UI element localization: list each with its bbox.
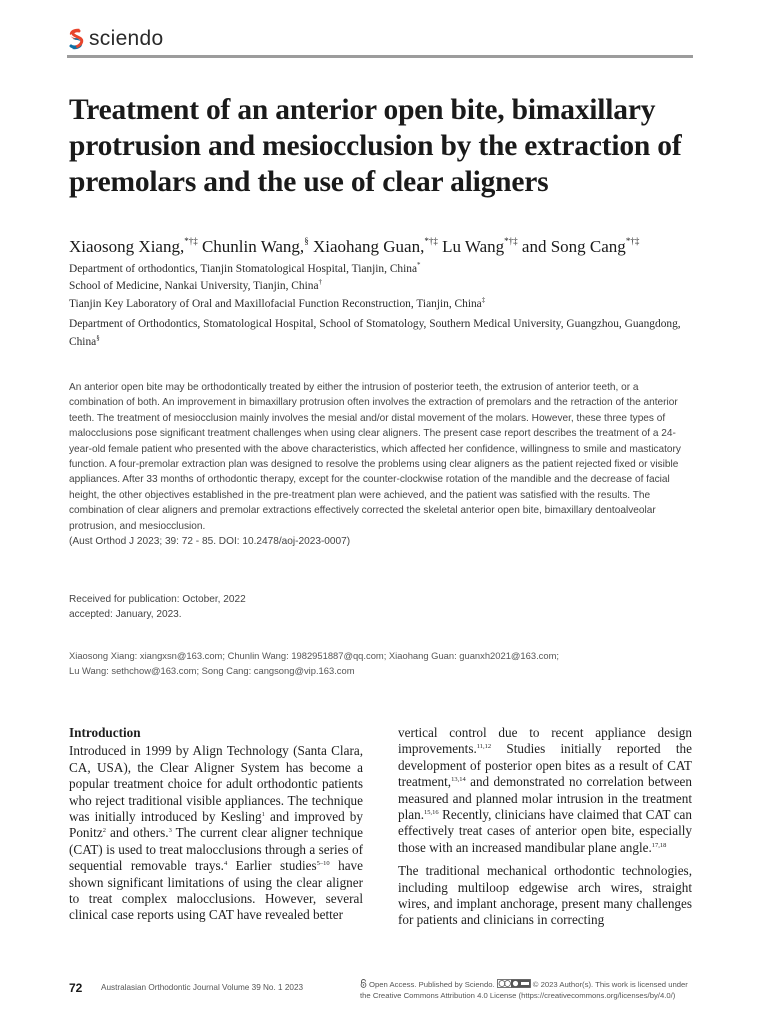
citation-ref[interactable]: 1 [261,811,265,819]
publication-dates [69,592,246,623]
section-heading-introduction: Introduction [69,725,141,740]
emails-line[interactable]: Lu Wang: sethchow@163.com; Song Cang: cangsong@vip.163.com [69,665,355,677]
body-column-right [398,725,692,936]
citation-ref[interactable]: 15,16 [424,809,439,817]
affiliation [69,277,709,295]
author-name: Chunlin Wang, [197,237,305,256]
brand-name: sciendo [89,27,164,50]
author-marks: *†‡ [625,236,640,246]
citation: (Aust Orthod J 2023; 39: 72 - 85. DOI: 10.2478/aoj-2023-0007) [69,536,351,548]
author-marks: *†‡ [424,236,438,246]
citation-ref[interactable]: 2 [102,827,106,835]
abstract [69,380,687,549]
received-date: Received for publication: October, 2022 [69,594,246,605]
author-marks: § [304,236,309,246]
body-column-left [69,725,363,931]
affiliation-text: School of Medicine, Nankai University, Tianjin, China [69,280,319,292]
abstract-text: An anterior open bite may be orthodontically treated by either the intrusion of posterior teeth, the extrusion of anterior teeth, or a combination of both. An improvement in bimaxillary protrusion often involves the extraction of premolars and the retraction of the anterior teeth. The treatment of mesiocclusion mainly involves the mesial and/or distal movement of the molars. However, these three types of malocclusions pose significant treatment challenges when using clear aligners. The present case report describes the treatment of a 24-year-old female patient who presented with the above characteristics, which affected her confidence, willingness to smile and masticatory function. A four-premolar extraction plan was designed to resolve the problems using clear aligners as the patient rejected fixed or visible appliances. After 33 months of orthodontic therapy, except for the counter-clockwise rotation of the mandible and the decrease of facial height, the other objectives established in the pre-treatment plan were achieved, and the patient was satisfied with the results. The combination of clear aligners and premolar extractions effectively corrected the skeletal anterior open bite, bimaxillary dentoalveolar protrusion, and mesiocclusion. [69,382,681,532]
affiliation-mark: § [96,334,100,342]
citation-ref[interactable]: 3 [168,827,172,835]
affiliation-mark: † [318,278,323,286]
body-paragraph: vertical control due to recent appliance design improvements.$^{11,12}$ Studies initially reported the development of posterior open bites as a result of CAT treatment,$^{13,14}$ and demonstrated no correlation between measured and planned molar intrusion in the treatment plan.$^{15,16}$ Recently, clinicians have claimed that CAT can effectively treat cases of anterior open bite, especially those with an increased mandibular plane angle.$^{17,18}$ [398,725,692,855]
author-emails [69,648,559,679]
affiliation-mark: ‡ [481,296,486,304]
author-list [69,236,709,258]
affiliation [69,315,709,351]
affiliation-text: Department of orthodontics, Tianjin Stomatological Hospital, Tianjin, China [69,263,418,275]
author-name: Xiaosong Xiang, [69,237,185,256]
copyright-text: © 2023 Author(s). This work is licensed under [532,980,688,989]
citation-ref[interactable]: 5–10 [316,860,330,868]
page-number: 72 [69,981,83,995]
body-paragraph: The traditional mechanical orthodontic technologies, including multiloop edgewise arch wires, straight wires, and implant anchorage, present many challenges for patients and clinicians in correcting [398,863,692,928]
sciendo-logo[interactable] [67,26,163,52]
journal-name: Australasian Orthodontic Journal Volume 39 No. 1 2023 [101,983,304,992]
citation-ref[interactable]: 13,14 [451,776,466,784]
citation-ref[interactable]: 4 [223,860,228,868]
license-link[interactable]: the Creative Commons Attribution 4.0 License (https://creativecommons.org/licenses/by/4.0/) [360,991,676,1000]
author-name: and Song Cang [517,237,626,256]
open-access-lock-icon [360,979,367,988]
open-access-text: Open Access. Published by Sciendo. [369,980,495,989]
author-marks: *†‡ [504,236,518,246]
affiliation [69,295,709,313]
article-title: Treatment of an anterior open bite, bimaxillary protrusion and mesiocclusion by the extraction of premolars and the use of clear aligners [69,94,682,198]
accepted-date: accepted: January, 2023. [69,609,182,621]
citation-ref[interactable]: 17,18 [651,841,667,849]
author-name: Xiaohang Guan, [308,237,425,256]
author-name: Lu Wang [437,237,505,256]
cc-by-license-badge-icon[interactable] [497,979,531,988]
body-paragraph: Introduced in 1999 by Align Technology (Santa Clara, CA, USA), the Clear Aligner System has become a popular treatment choice for adult orthodontic patients who reject traditional visible appliances. The technique was initially introduced by Kesling$^1$ and improved by Ponitz$^2$ and others.$^3$ The current clear aligner technique (CAT) is used to treat malocclusions through a series of sequential removable trays.$^4$ Earlier studies$^{5-10}$ have shown significant limitations of using the clear aligner to treat complex malocclusions. However, several clinical case reports using CAT have revealed better [69,743,363,923]
affiliation [69,260,709,278]
citation-ref[interactable]: 11,12 [476,743,492,751]
author-marks: *†‡ [184,236,198,246]
sciendo-s-mark-icon [67,27,85,51]
affiliation-mark: * [417,261,421,269]
affiliation-text: Department of Orthodontics, Stomatological Hospital, School of Stomatology, Southern Medical University, Guangzhou, Guangdong, China [69,318,681,348]
license-notice [360,979,700,1001]
emails-line[interactable]: Xiaosong Xiang: xiangxsn@163.com; Chunlin Wang: 1982951887@qq.com; Xiaohang Guan: guanxh2021@163.com; [69,650,559,661]
header-rule [67,55,693,58]
affiliation-text: Tianjin Key Laboratory of Oral and Maxillofacial Function Reconstruction, Tianjin, China [69,298,482,310]
